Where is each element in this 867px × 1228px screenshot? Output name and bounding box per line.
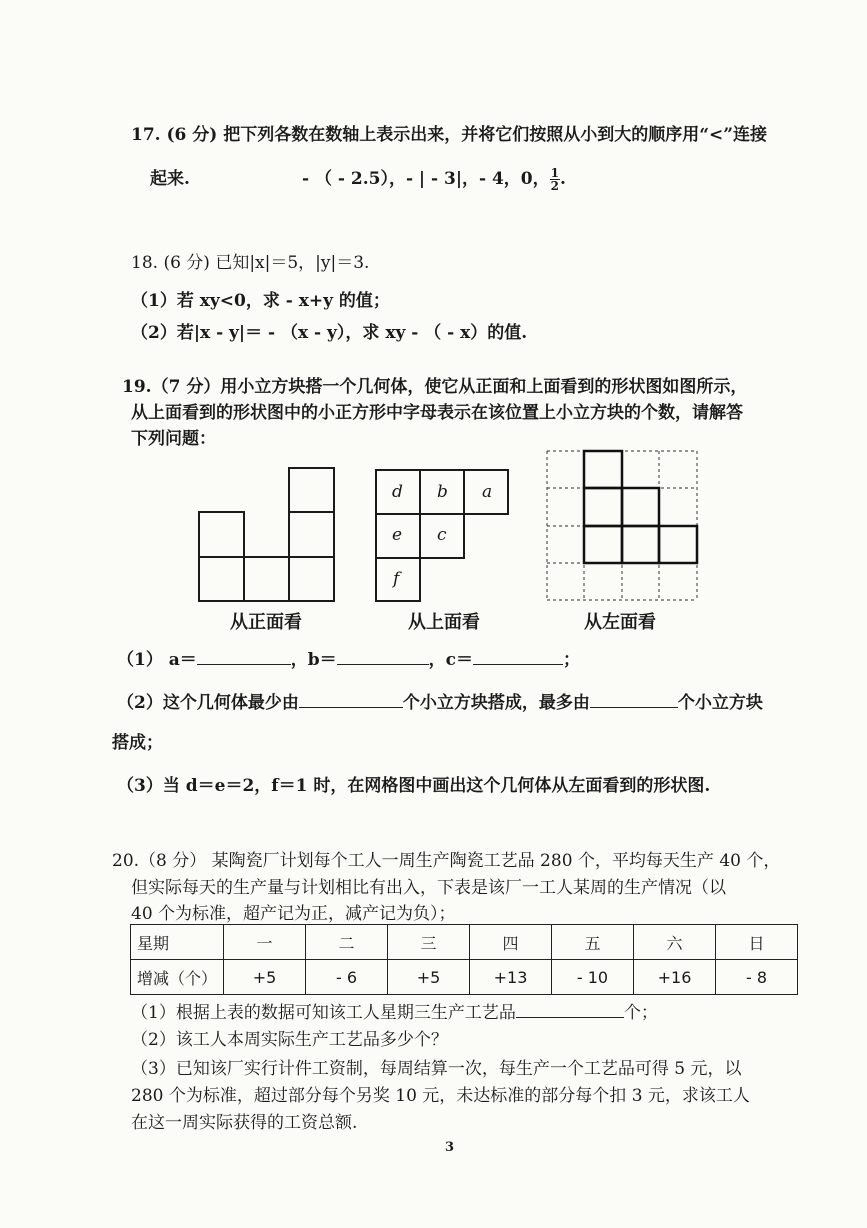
answer-blank-wednesday[interactable] <box>516 1001 624 1018</box>
table-cell: +16 <box>634 960 716 995</box>
q19-p2-c-text: 个小立方块 <box>677 693 763 713</box>
q20-part2: （2）该工人本周实际生产工艺品多少个？ <box>131 1030 448 1050</box>
fraction-denominator: 2 <box>550 179 559 193</box>
q20-line2: 但实际每天的生产量与计划相比有出入，下表是该厂一工人某周的生产情况（以 <box>131 878 726 898</box>
q20-part3-line3: 在这一周实际获得的工资总额. <box>131 1113 358 1133</box>
table-header-row <box>131 925 798 960</box>
q19-p1-c-label: ，c＝ <box>428 650 474 670</box>
q19-p1-end: ； <box>563 650 581 670</box>
caption-left-view: 从左面看 <box>584 612 656 633</box>
q18-part1: （1）若 xy<0，求 - x+y 的值； <box>131 291 390 311</box>
q18-line1: 18. (6 分) 已知|x|＝5，|y|＝3. <box>131 253 370 273</box>
q19-p2-a-text: （2）这个几何体最少由 <box>117 693 299 713</box>
production-table <box>130 924 798 995</box>
q20-part1 <box>131 998 658 1023</box>
table-cell: - 10 <box>552 960 634 995</box>
top-letter-c: c <box>437 525 447 545</box>
caption-top-view: 从上面看 <box>408 612 480 633</box>
table-row <box>131 960 798 995</box>
page-number: 3 <box>445 1140 455 1155</box>
answer-blank-b[interactable] <box>337 648 429 665</box>
table-header-cell: 一 <box>224 925 306 960</box>
table-cell: +5 <box>388 960 470 995</box>
top-letter-d: d <box>392 482 403 502</box>
front-view-diagram <box>198 466 338 606</box>
q19-part3: （3）当 d＝e＝2，f＝1 时，在网格图中画出这个几何体从左面看到的形状图. <box>117 776 711 796</box>
answer-blank-a[interactable] <box>197 648 291 665</box>
answer-blank-min[interactable] <box>299 691 403 708</box>
q19-part2-cont: 搭成； <box>112 733 163 753</box>
q19-p1-b-label: ，b＝ <box>290 650 337 670</box>
table-cell: +5 <box>224 960 306 995</box>
table-cell: 增减（个） <box>131 960 224 995</box>
table-header-cell: 五 <box>552 925 634 960</box>
top-letter-b: b <box>437 482 448 502</box>
table-cell: - 8 <box>716 960 798 995</box>
fraction-numerator: 1 <box>550 166 559 180</box>
q20-line3: 40 个为标准，超产记为正，减产记为负）； <box>131 904 456 924</box>
answer-blank-max[interactable] <box>590 691 678 708</box>
q20-p1-end: 个； <box>623 1003 658 1023</box>
table-header-cell: 二 <box>306 925 388 960</box>
q20-line1: 20.（8 分） 某陶瓷厂计划每个工人一周生产陶瓷工艺品 280 个，平均每天生产 40 个， <box>112 851 781 871</box>
q20-p1-text: （1）根据上表的数据可知该工人星期三生产工艺品 <box>131 1003 516 1023</box>
q19-line2: 从上面看到的形状图中的小正方形中字母表示在该位置上小立方块的个数，请解答 <box>131 403 743 423</box>
q17-numbers <box>302 164 566 192</box>
top-letter-f: f <box>393 569 400 589</box>
caption-front-view: 从正面看 <box>230 612 302 633</box>
q17-line2: 起来. <box>150 169 190 189</box>
answer-blank-c[interactable] <box>473 648 563 665</box>
table-header-cell: 四 <box>470 925 552 960</box>
q19-line3: 下列问题： <box>131 429 216 449</box>
q17-line1: 17. (6 分) 把下列各数在数轴上表示出来，并将它们按照从小到大的顺序用“<”连接 <box>131 125 768 145</box>
q19-part1 <box>117 645 580 670</box>
table-header-cell: 日 <box>716 925 798 960</box>
top-letter-a: a <box>482 482 493 502</box>
table-header-cell: 星期 <box>131 925 224 960</box>
left-view-grid[interactable] <box>546 450 700 602</box>
q17-fraction <box>550 167 560 192</box>
table-cell: - 6 <box>306 960 388 995</box>
table-cell: +13 <box>470 960 552 995</box>
q17-end: . <box>560 169 566 189</box>
q19-part2 <box>117 688 763 713</box>
q19-line1: 19.（7 分）用小立方块搭一个几何体，使它从正面和上面看到的形状图如图所示， <box>122 377 748 397</box>
q19-p2-b-text: 个小立方块搭成，最多由 <box>402 693 590 713</box>
q19-p1-a-label: （1） a＝ <box>117 650 197 670</box>
q18-part2: （2）若|x - y|＝ - （x - y），求 xy - （ - x）的值. <box>131 323 528 343</box>
table-header-cell: 三 <box>388 925 470 960</box>
q20-part3-line2: 280 个为标准，超过部分每个另奖 10 元，未达标准的部分每个扣 3 元，求该工人 <box>131 1086 750 1106</box>
q17-number-list: - （ - 2.5），- | - 3|，- 4，0， <box>302 169 550 189</box>
top-letter-e: e <box>392 525 403 545</box>
q20-part3-line1: （3）已知该厂实行计件工资制，每周结算一次，每生产一个工艺品可得 5 元，以 <box>131 1059 742 1079</box>
table-header-cell: 六 <box>634 925 716 960</box>
